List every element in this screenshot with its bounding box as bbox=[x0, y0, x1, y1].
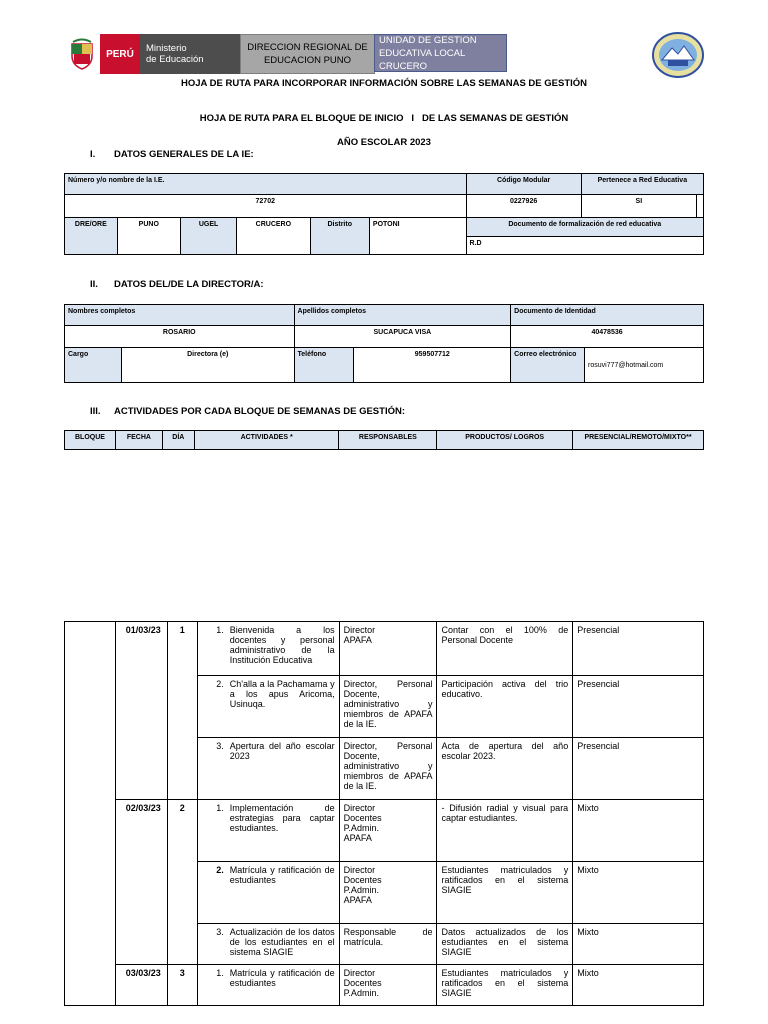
header-ugel: UGEL bbox=[180, 218, 236, 255]
responsables-cell: Director Docentes P.Admin. APAFA bbox=[339, 800, 437, 862]
minedu-logo bbox=[64, 34, 240, 74]
responsables-cell: Director Docentes P.Admin. APAFA bbox=[339, 862, 437, 924]
section2-num: II. bbox=[90, 279, 98, 290]
modalidad-cell: Presencial bbox=[573, 622, 704, 676]
doc-red-value: R.D bbox=[466, 237, 703, 255]
header-fecha: FECHA bbox=[115, 431, 162, 450]
header-nombres: Nombres completos bbox=[65, 305, 295, 326]
header-modalidad: PRESENCIAL/REMOTO/MIXTO** bbox=[573, 431, 704, 450]
general-data-table bbox=[64, 173, 704, 255]
actividad-cell bbox=[197, 738, 339, 800]
responsables-cell: Director, Personal Docente, administrativo y miembros de APAFA de la IE. bbox=[339, 676, 437, 738]
section1-title: DATOS GENERALES DE LA IE: bbox=[114, 149, 254, 160]
modalidad-cell: Mixto bbox=[573, 800, 704, 862]
responsables-cell: Director Docentes P.Admin. bbox=[339, 965, 437, 1006]
producto-cell: Participación activa del trio educativo. bbox=[437, 676, 573, 738]
activities-table bbox=[64, 621, 704, 1006]
modalidad-cell: Mixto bbox=[573, 965, 704, 1006]
responsables-cell: Director APAFA bbox=[339, 622, 437, 676]
header-actividades: ACTIVIDADES * bbox=[194, 431, 339, 450]
activities-header-table bbox=[64, 430, 704, 450]
header-cargo: Cargo bbox=[65, 348, 122, 383]
header-dia: DÍA bbox=[162, 431, 194, 450]
bloque-cell bbox=[65, 622, 116, 1006]
table-row bbox=[65, 800, 704, 862]
header-distrito: Distrito bbox=[310, 218, 369, 255]
year-title: AÑO ESCOLAR 2023 bbox=[337, 137, 431, 148]
section3-title: ACTIVIDADES POR CADA BLOQUE DE SEMANAS DE GESTIÓN: bbox=[114, 406, 406, 417]
actividad-cell bbox=[197, 622, 339, 676]
apellidos-value: SUCAPUCA VISA bbox=[294, 326, 511, 348]
item-number: 1. bbox=[216, 625, 224, 635]
producto-cell: Estudiantes matriculados y ratificados en el sistema SIAGIE bbox=[437, 965, 573, 1006]
dia-cell: 2 bbox=[167, 800, 197, 965]
actividad-cell bbox=[197, 924, 339, 965]
cargo-value: Directora (e) bbox=[121, 348, 294, 383]
actividad-text: Bienvenida a los docentes y personal administrativo de la Institución Educativa bbox=[229, 625, 335, 665]
producto-cell: Acta de apertura del año escolar 2023. bbox=[437, 738, 573, 800]
red-value: SI bbox=[581, 195, 696, 218]
dia-cell: 3 bbox=[167, 965, 197, 1006]
dre-line1: DIRECCION REGIONAL DE bbox=[247, 42, 368, 53]
ugel-emblem-icon bbox=[652, 32, 704, 78]
red-empty bbox=[697, 195, 704, 218]
ie-value: 72702 bbox=[65, 195, 467, 218]
codigo-value: 0227926 bbox=[466, 195, 581, 218]
ministry-line1: Ministerio bbox=[146, 43, 187, 54]
actividad-text: Apertura del año escolar 2023 bbox=[229, 741, 335, 761]
dre-value: PUNO bbox=[117, 218, 180, 255]
header-red: Pertenece a Red Educativa bbox=[581, 174, 703, 195]
distrito-value: POTONI bbox=[369, 218, 466, 255]
actividad-text: Matrícula y ratificación de estudiantes bbox=[229, 968, 335, 988]
ministry-label bbox=[140, 34, 240, 74]
dia-cell: 1 bbox=[167, 622, 197, 800]
item-number: 3. bbox=[216, 927, 224, 937]
actividad-text: Actualización de los datos de los estudiantes en el sistema SIAGIE bbox=[229, 927, 335, 957]
header-telefono: Teléfono bbox=[294, 348, 354, 383]
actividad-text: Matrícula y ratificación de estudiantes bbox=[229, 865, 335, 885]
peru-label: PERÚ bbox=[100, 34, 140, 74]
header-codigo: Código Modular bbox=[466, 174, 581, 195]
actividad-text: Ch'alla a la Pachamama y a los apus Aricoma, Usinuqa. bbox=[229, 679, 335, 709]
section3-num: III. bbox=[90, 406, 101, 417]
fecha-cell: 01/03/23 bbox=[115, 622, 167, 800]
header-doc: Documento de Identidad bbox=[511, 305, 704, 326]
header-productos: PRODUCTOS/ LOGROS bbox=[437, 431, 573, 450]
producto-cell: - Difusión radial y visual para captar estudiantes. bbox=[437, 800, 573, 862]
ugel-line1: UNIDAD DE GESTION bbox=[379, 34, 477, 46]
actividad-cell bbox=[197, 800, 339, 862]
header-apellidos: Apellidos completos bbox=[294, 305, 511, 326]
nombres-value: ROSARIO bbox=[65, 326, 295, 348]
item-number: 3. bbox=[216, 741, 224, 751]
responsables-cell: Director, Personal Docente, administrativo y miembros de APAFA de la IE. bbox=[339, 738, 437, 800]
actividad-cell bbox=[197, 862, 339, 924]
header-bloque: BLOQUE bbox=[65, 431, 116, 450]
sub-title: HOJA DE RUTA PARA EL BLOQUE DE INICIO I DE LAS SEMANAS DE GESTIÓN bbox=[199, 113, 569, 124]
table-row bbox=[65, 965, 704, 1006]
header-ie: Número y/o nombre de la I.E. bbox=[65, 174, 467, 195]
section2-title: DATOS DEL/DE LA DIRECTOR/A: bbox=[114, 279, 264, 290]
ugel-line2: EDUCATIVA LOCAL CRUCERO bbox=[379, 47, 465, 72]
item-number: 1. bbox=[216, 968, 224, 978]
ugel-box bbox=[374, 34, 507, 72]
dre-line2: EDUCACION PUNO bbox=[263, 55, 352, 66]
modalidad-cell: Mixto bbox=[573, 924, 704, 965]
producto-cell: Estudiantes matriculados y ratificados en el sistema SIAGIE bbox=[437, 862, 573, 924]
fecha-cell: 02/03/23 bbox=[115, 800, 167, 965]
actividad-cell bbox=[197, 965, 339, 1006]
producto-cell: Datos actualizados de los estudiantes en el sistema SIAGIE bbox=[437, 924, 573, 965]
item-number: 1. bbox=[216, 803, 224, 813]
main-title: HOJA DE RUTA PARA INCORPORAR INFORMACIÓN SOBRE LAS SEMANAS DE GESTIÓN bbox=[180, 78, 588, 89]
dre-box bbox=[240, 34, 375, 74]
header-correo: Correo electrónico bbox=[511, 348, 585, 383]
ministry-line2: de Educación bbox=[146, 54, 204, 65]
modalidad-cell: Mixto bbox=[573, 862, 704, 924]
responsables-cell: Responsable de matrícula. bbox=[339, 924, 437, 965]
fecha-cell: 03/03/23 bbox=[115, 965, 167, 1006]
actividad-text: Implementación de estrategias para captar estudiantes. bbox=[229, 803, 335, 833]
ugel-value: CRUCERO bbox=[237, 218, 310, 255]
coat-of-arms-icon bbox=[64, 34, 100, 74]
table-row bbox=[65, 622, 704, 676]
modalidad-cell: Presencial bbox=[573, 676, 704, 738]
header-doc-red: Documento de formalización de red educativa bbox=[466, 218, 703, 237]
actividad-cell bbox=[197, 676, 339, 738]
section1-num: I. bbox=[90, 149, 96, 160]
item-number: 2. bbox=[216, 865, 224, 875]
header-dre: DRE/ORE bbox=[65, 218, 118, 255]
doc-value: 40478536 bbox=[511, 326, 704, 348]
telefono-value: 959507712 bbox=[354, 348, 511, 383]
producto-cell: Contar con el 100% de Personal Docente bbox=[437, 622, 573, 676]
correo-value: rosuvi777@hotmail.com bbox=[585, 348, 704, 383]
item-number: 2. bbox=[216, 679, 224, 689]
header-responsables: RESPONSABLES bbox=[339, 431, 437, 450]
modalidad-cell: Presencial bbox=[573, 738, 704, 800]
director-data-table bbox=[64, 304, 704, 383]
